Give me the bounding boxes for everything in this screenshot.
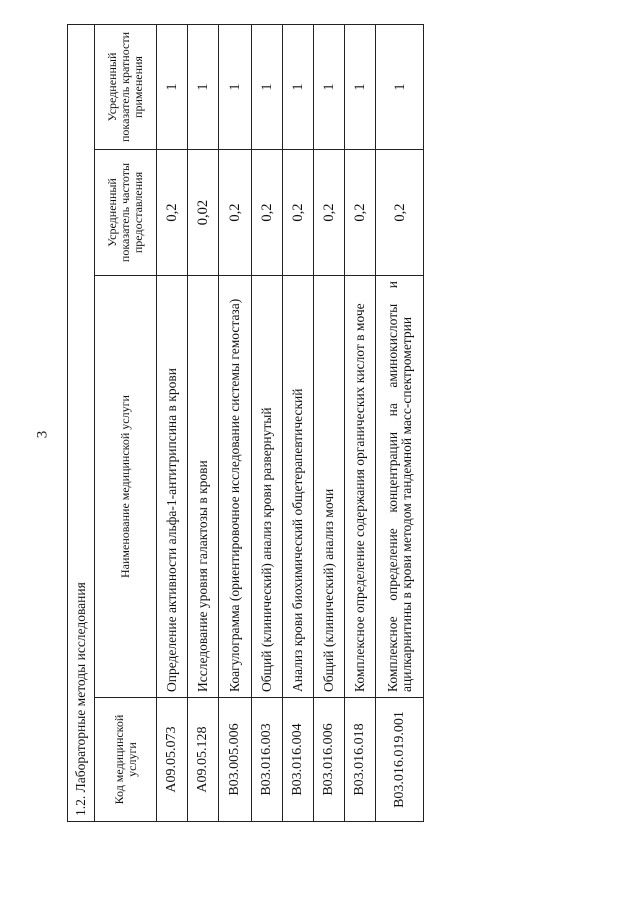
multiplicity-value: 1 bbox=[375, 24, 423, 149]
multiplicity-value: 1 bbox=[156, 24, 187, 149]
service-code: B03.005.006 bbox=[218, 698, 251, 822]
service-code: B03.016.003 bbox=[251, 698, 282, 822]
header-multiplicity: Усредненный показатель кратности применения bbox=[94, 24, 156, 149]
service-code: B03.016.004 bbox=[282, 698, 313, 822]
service-name: Комплексное определение концентрации на аминокислоты и ацилкарнитины в крови методом тандемной масс-спектрометрии bbox=[375, 276, 423, 698]
table-row bbox=[375, 24, 423, 821]
frequency-value: 0,2 bbox=[251, 150, 282, 276]
service-name: Исследование уровня галактозы в крови bbox=[187, 276, 218, 698]
frequency-value: 0,2 bbox=[156, 150, 187, 276]
service-code: B03.016.018 bbox=[344, 698, 375, 822]
header-row bbox=[94, 24, 156, 821]
service-name: Общий (клинический) анализ мочи bbox=[313, 276, 344, 698]
multiplicity-value: 1 bbox=[313, 24, 344, 149]
frequency-value: 0,2 bbox=[282, 150, 313, 276]
section-title: 1.2. Лабораторные методы исследования bbox=[67, 24, 94, 821]
service-code: A09.05.128 bbox=[187, 698, 218, 822]
frequency-value: 0,02 bbox=[187, 150, 218, 276]
frequency-value: 0,2 bbox=[218, 150, 251, 276]
table-row bbox=[187, 24, 218, 821]
multiplicity-value: 1 bbox=[344, 24, 375, 149]
frequency-value: 0,2 bbox=[344, 150, 375, 276]
page-number: 3 bbox=[34, 430, 51, 439]
service-name: Анализ крови биохимический общетерапевтический bbox=[282, 276, 313, 698]
table-row bbox=[313, 24, 344, 821]
lab-methods-table bbox=[67, 24, 424, 822]
service-name: Общий (клинический) анализ крови развернутый bbox=[251, 276, 282, 698]
service-name: Коагулограмма (ориентировочное исследование системы гемостаза) bbox=[218, 276, 251, 698]
service-code: A09.05.073 bbox=[156, 698, 187, 822]
table-row bbox=[344, 24, 375, 821]
table-row bbox=[218, 24, 251, 821]
table-row bbox=[251, 24, 282, 821]
multiplicity-value: 1 bbox=[187, 24, 218, 149]
table-row bbox=[282, 24, 313, 821]
section-title-row bbox=[67, 24, 94, 821]
service-name: Комплексное определение содержания органических кислот в моче bbox=[344, 276, 375, 698]
header-code: Код медицинской услуги bbox=[94, 698, 156, 822]
rotated-table-container bbox=[67, 25, 424, 822]
multiplicity-value: 1 bbox=[251, 24, 282, 149]
header-name: Наименование медицинской услуги bbox=[94, 276, 156, 698]
frequency-value: 0,2 bbox=[313, 150, 344, 276]
header-frequency: Усредненный показатель частоты предоставления bbox=[94, 150, 156, 276]
multiplicity-value: 1 bbox=[218, 24, 251, 149]
service-code: B03.016.019.001 bbox=[375, 698, 423, 822]
table-row bbox=[156, 24, 187, 821]
multiplicity-value: 1 bbox=[282, 24, 313, 149]
service-name: Определение активности альфа-1-антитрипсина в крови bbox=[156, 276, 187, 698]
frequency-value: 0,2 bbox=[375, 150, 423, 276]
service-code: B03.016.006 bbox=[313, 698, 344, 822]
